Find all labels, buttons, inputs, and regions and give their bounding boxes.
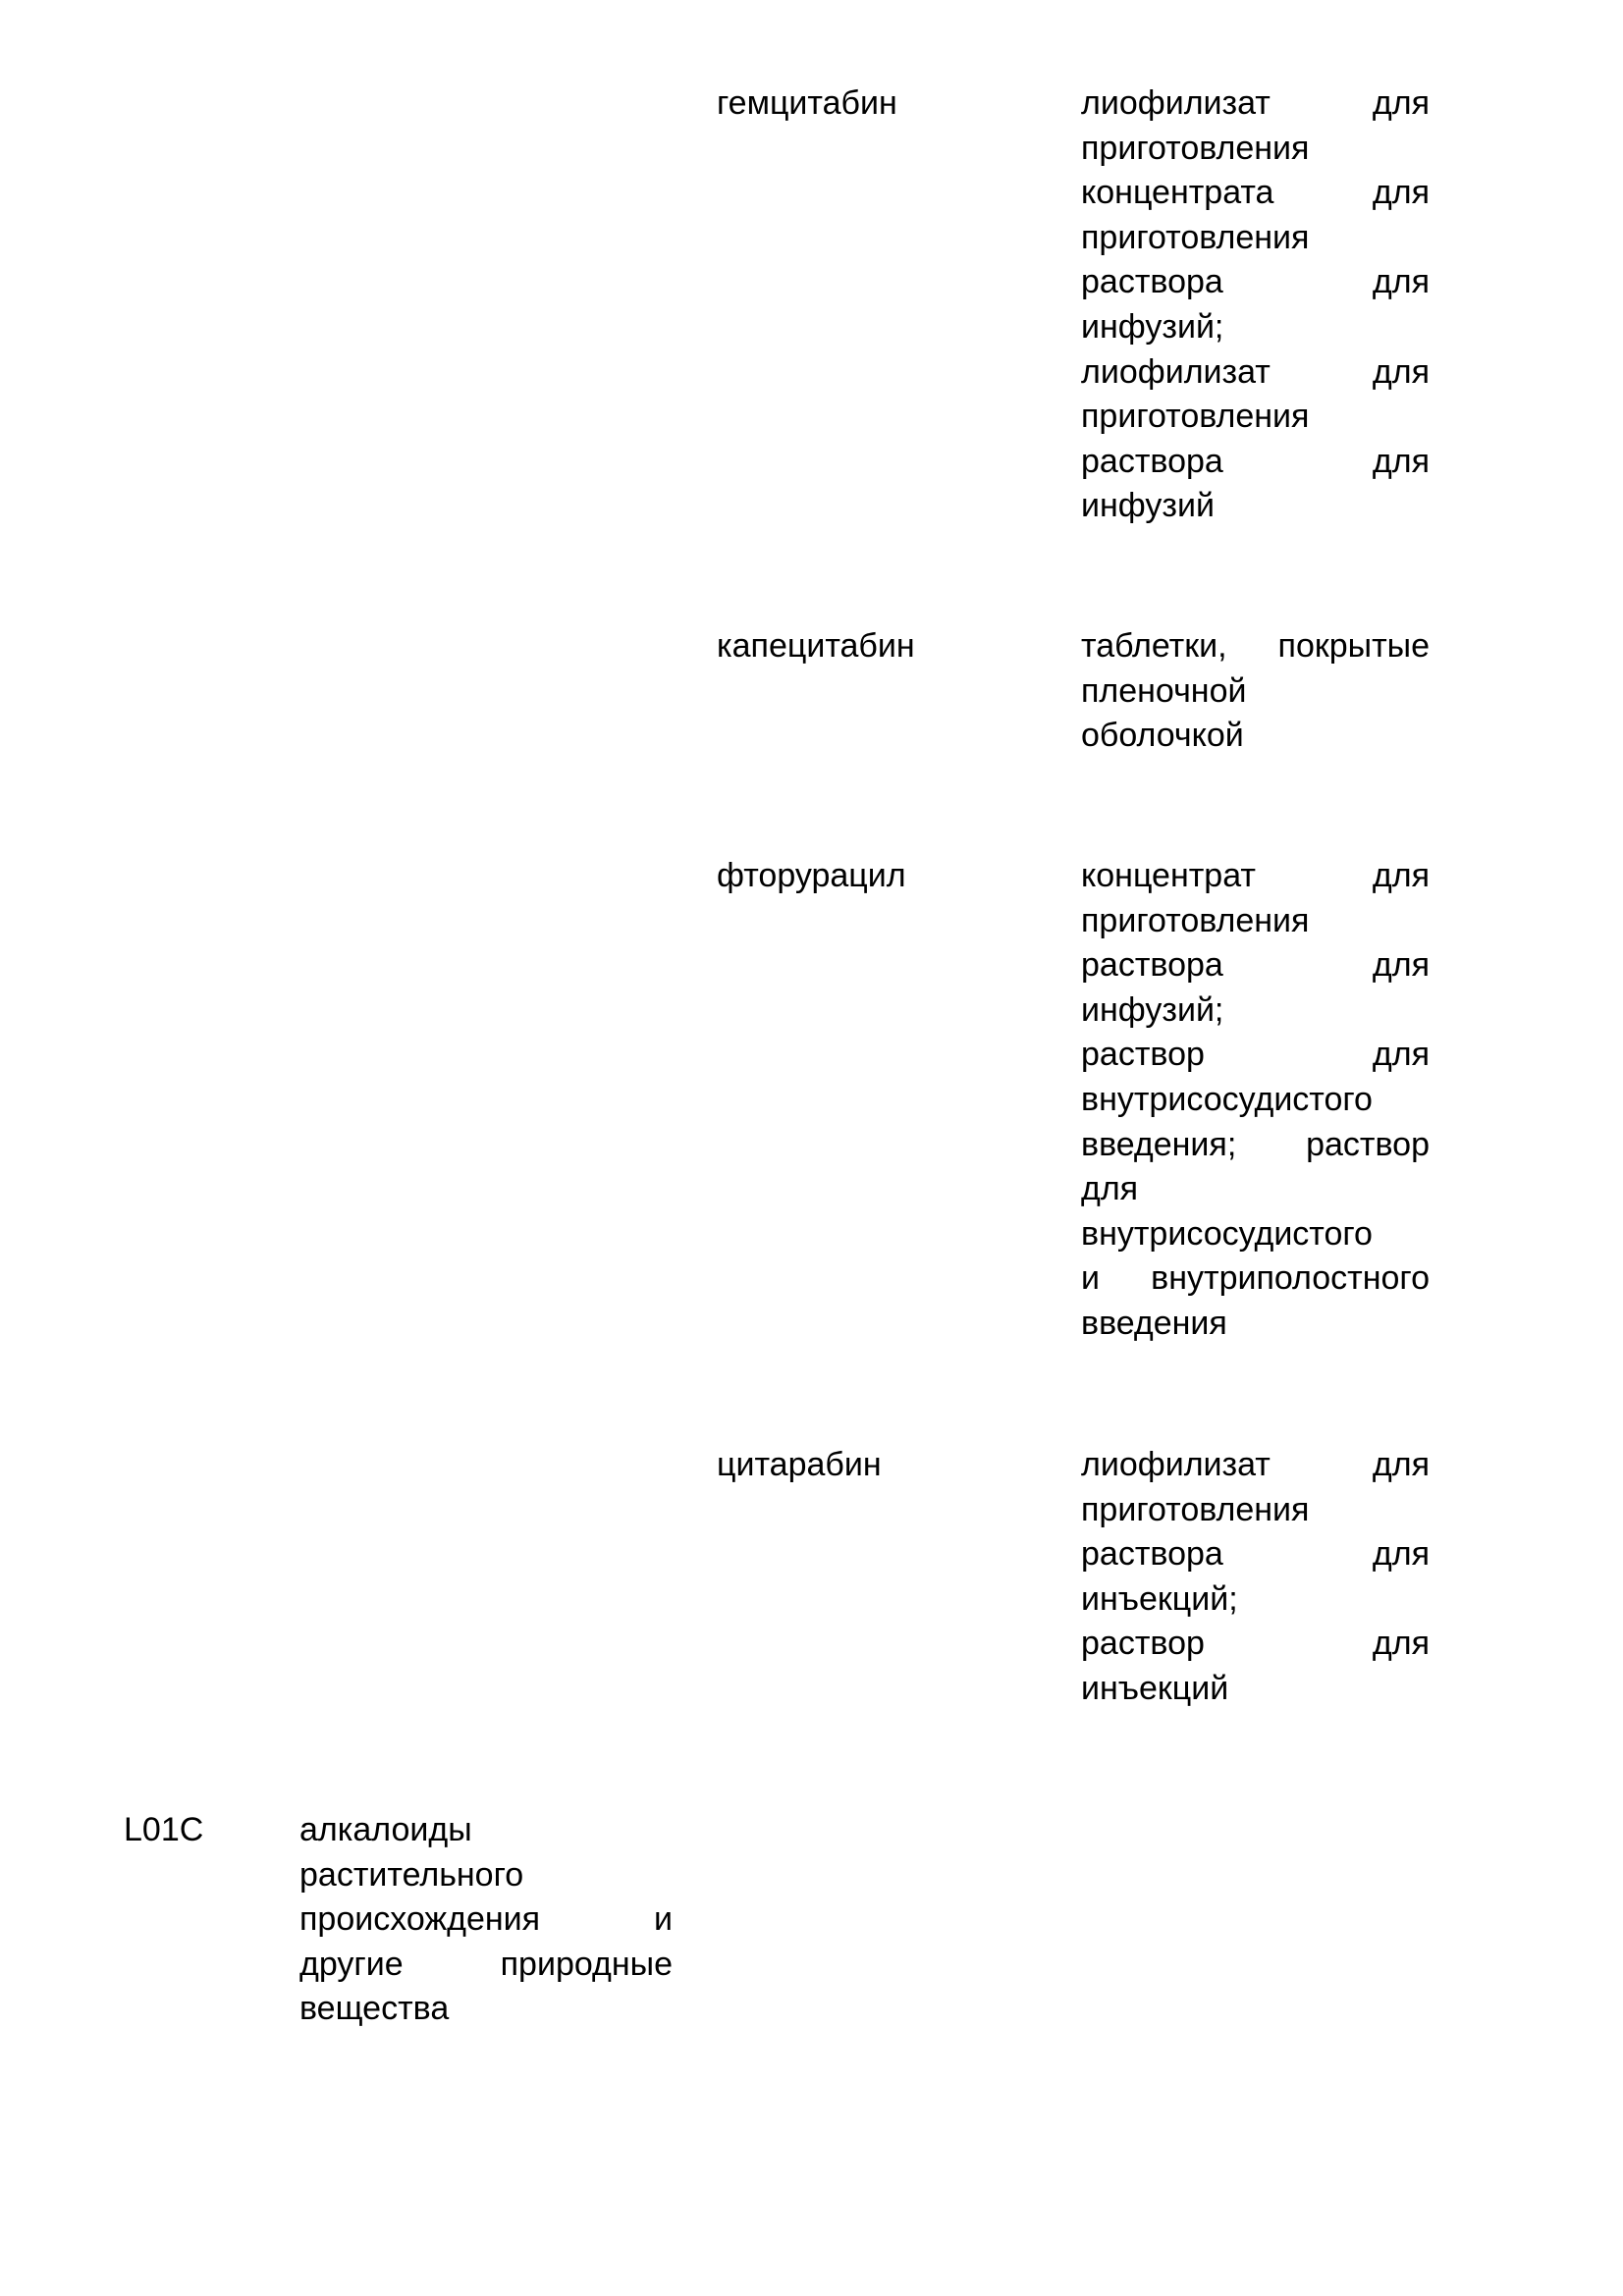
form-word: для [1372, 174, 1430, 212]
form-line [1081, 305, 1430, 350]
dosage-forms-fluorouracil [1081, 854, 1430, 1347]
form-line [1081, 260, 1430, 305]
form-word: приготовления [1081, 1490, 1310, 1528]
form-word: внутриполостного [1151, 1259, 1430, 1298]
drug-name-capecitabine [717, 624, 1031, 669]
form-line [1081, 1443, 1430, 1488]
form-word: инфузий; [1081, 307, 1224, 346]
group-word: алкалоиды [299, 1811, 472, 1848]
form-line [1081, 1256, 1430, 1302]
form-line [1081, 1302, 1430, 1347]
form-line [1081, 1033, 1430, 1078]
form-word: раствора [1081, 946, 1223, 985]
form-word: внутрисосудистого [1081, 1214, 1373, 1253]
form-line [1081, 1622, 1430, 1667]
form-word: инфузий [1081, 487, 1215, 525]
form-word: оболочкой [1081, 717, 1244, 755]
form-word: таблетки, [1081, 627, 1227, 665]
form-word: введения [1081, 1304, 1227, 1342]
form-line [1081, 216, 1430, 261]
form-line [1081, 1078, 1430, 1123]
form-word: и [1081, 1259, 1100, 1298]
form-word: раствор [1081, 1036, 1205, 1074]
dosage-forms-gemcitabine [1081, 81, 1430, 529]
form-word: концентрат [1081, 857, 1256, 894]
atc-group-name [299, 1808, 673, 2032]
form-word: приготовления [1081, 398, 1310, 436]
form-line [1081, 624, 1430, 669]
form-line [1081, 854, 1430, 899]
form-word: раствора [1081, 1535, 1223, 1574]
drug-name-gemcitabine [717, 81, 1031, 127]
drug-name-text: гемцитабин [717, 84, 897, 122]
form-line [1081, 484, 1430, 529]
drug-name-cytarabine [717, 1443, 1031, 1488]
form-word: для [1372, 1535, 1430, 1574]
drug-name-text: капецитабин [717, 627, 915, 665]
form-word: для [1372, 263, 1430, 301]
form-word: раствора [1081, 442, 1223, 480]
form-word: приготовления [1081, 218, 1310, 256]
form-word: лиофилизат [1081, 352, 1271, 391]
form-line [1081, 1532, 1430, 1577]
form-word: лиофилизат [1081, 1446, 1271, 1483]
dosage-forms-capecitabine [1081, 624, 1430, 759]
form-line [1081, 899, 1430, 944]
form-word: раствор [1306, 1125, 1430, 1163]
form-word: концентрата [1081, 174, 1274, 212]
group-word: происхождения [299, 1900, 541, 1939]
form-word: для [1372, 946, 1430, 985]
form-line [1081, 1667, 1430, 1712]
form-word: внутрисосудистого [1081, 1080, 1373, 1118]
form-word: инъекций; [1081, 1579, 1238, 1618]
form-line [1081, 1212, 1430, 1257]
group-line [299, 1987, 673, 2032]
dosage-forms-cytarabine [1081, 1443, 1430, 1712]
drug-name-text: цитарабин [717, 1446, 882, 1483]
form-word: приготовления [1081, 901, 1310, 939]
group-line [299, 1897, 673, 1943]
group-word: вещества [299, 1990, 450, 2028]
form-word: для [1372, 84, 1430, 122]
form-word: для [1372, 1446, 1430, 1483]
group-word: растительного [299, 1855, 524, 1894]
group-line [299, 1943, 673, 1988]
form-word: лиофилизат [1081, 84, 1271, 122]
form-word: раствор [1081, 1625, 1205, 1663]
form-line [1081, 1123, 1430, 1168]
form-line [1081, 714, 1430, 759]
form-line [1081, 1577, 1430, 1623]
form-word: для [1372, 1625, 1430, 1663]
form-word: приготовления [1081, 129, 1310, 167]
group-word: и [654, 1900, 673, 1939]
form-line [1081, 395, 1430, 440]
form-line [1081, 669, 1430, 715]
group-line [299, 1853, 673, 1898]
drug-name-text: фторурацил [717, 857, 906, 894]
form-word: пленочной [1081, 671, 1247, 710]
form-word: для [1372, 1036, 1430, 1074]
drug-name-fluorouracil [717, 854, 1031, 899]
form-word: инфузий; [1081, 990, 1224, 1029]
form-line [1081, 171, 1430, 216]
form-word: для [1081, 1170, 1139, 1208]
atc-code-text: L01C [124, 1811, 204, 1848]
group-word: природные [500, 1945, 673, 1983]
group-word: другие [299, 1945, 404, 1983]
form-word: введения; [1081, 1125, 1237, 1163]
form-word: для [1372, 352, 1430, 391]
form-line [1081, 127, 1430, 172]
form-line [1081, 988, 1430, 1034]
form-line [1081, 943, 1430, 988]
group-line [299, 1808, 673, 1853]
form-line [1081, 1488, 1430, 1533]
form-line [1081, 350, 1430, 396]
form-word: раствора [1081, 263, 1223, 301]
form-line [1081, 81, 1430, 127]
form-line [1081, 1167, 1430, 1212]
form-line [1081, 440, 1430, 485]
form-word: инъекций [1081, 1669, 1229, 1707]
form-word: для [1372, 857, 1430, 894]
form-word: для [1372, 442, 1430, 480]
form-word: покрытые [1277, 627, 1430, 665]
atc-code [124, 1808, 271, 1853]
